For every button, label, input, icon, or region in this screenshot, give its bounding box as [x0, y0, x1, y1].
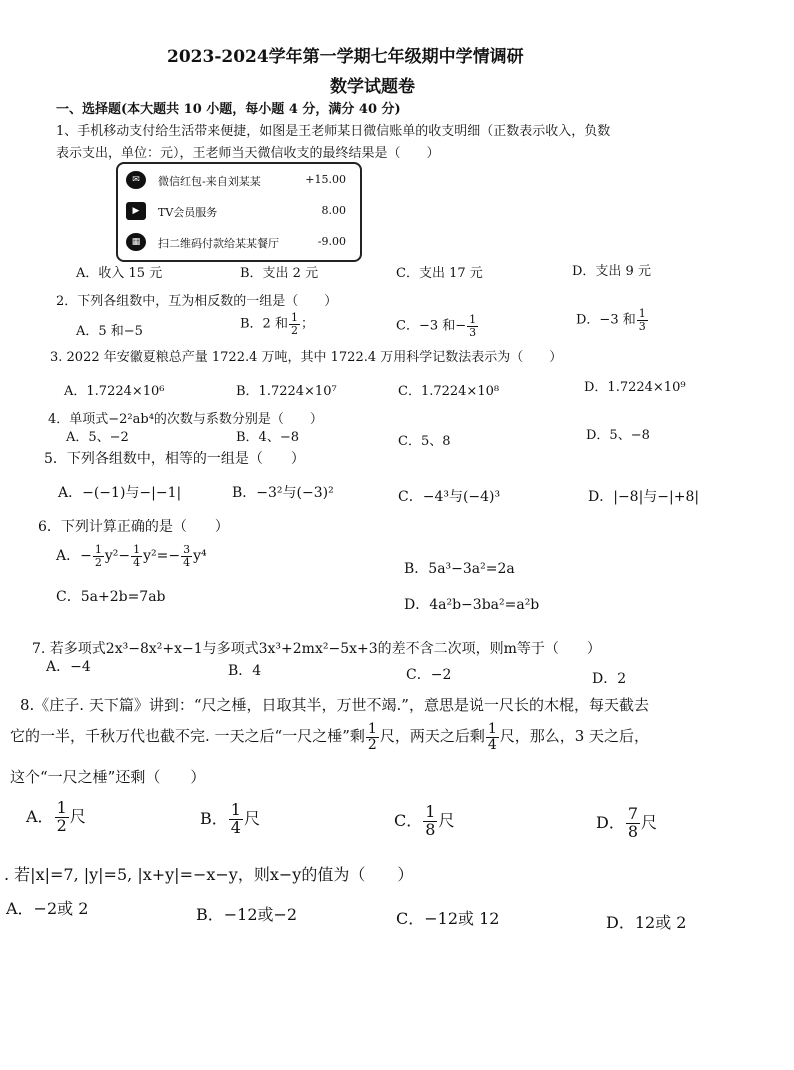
q2-b-suffix: ；	[300, 316, 314, 332]
fraction	[93, 544, 104, 568]
q4-option-c: C．5、8	[398, 434, 451, 449]
denominator: 4	[133, 555, 141, 569]
denominator: 2	[94, 555, 102, 569]
q4-option-d: D．5、−8	[586, 428, 650, 443]
red-packet-icon: ✉	[126, 171, 146, 189]
q8-line2-text: 它的一半，千秋万代也截不完. 一天之后“一尺之棰”剩	[10, 727, 365, 746]
q9-option-a: A．−2或 2	[6, 899, 89, 918]
q4-stem: 4．单项式−2²ab⁴的次数与系数分别是（ ）	[48, 412, 323, 427]
fraction	[366, 722, 379, 752]
numerator: 1	[469, 313, 477, 326]
bill-row-amount: -9.00	[317, 235, 346, 248]
q4-option-b: B．4、−8	[236, 430, 299, 445]
q2-c-prefix: C．−3 和−	[396, 318, 467, 334]
q7-stem: 7. 若多项式2x³−8x²+x−1与多项式3x³+2mx²−5x+3的差不含二次项，则m等于（ ）	[32, 641, 601, 657]
q5-option-a: A．−(−1)与−|−1|	[58, 485, 182, 501]
q2-d-prefix: D．−3 和	[576, 312, 636, 328]
q6-option-c: C．5a+2b=7ab	[56, 589, 166, 605]
exam-title: 2023-2024学年第一学期七年级期中学情调研	[167, 47, 524, 67]
q2-option-d	[576, 308, 649, 332]
denominator: 2	[290, 323, 298, 337]
fraction	[467, 314, 478, 338]
q3-option-b: B．1.7224×10⁷	[236, 384, 337, 399]
q9-stem: . 若|x|=7, |y|=5, |x+y|=−x−y，则x−y的值为（ ）	[4, 865, 414, 884]
q1-option-b: B．支出 2 元	[240, 266, 319, 281]
tv-icon: ▶	[126, 202, 146, 220]
denominator: 4	[487, 736, 497, 753]
numerator: 1	[425, 802, 436, 821]
fraction	[181, 544, 192, 568]
q6-option-a	[56, 544, 207, 568]
bill-row	[118, 201, 360, 225]
bill-row-amount: +15.00	[305, 173, 346, 186]
q9-option-b: B．−12或−2	[196, 905, 298, 924]
denominator: 2	[367, 736, 377, 753]
q5-option-d: D．|−8|与−|+8|	[588, 489, 700, 505]
numerator: 7	[627, 804, 639, 823]
fraction	[486, 722, 499, 752]
q6-option-b: B．5a³−3a²=2a	[404, 561, 515, 577]
q6-option-d: D．4a²b−3ba²=a²b	[404, 597, 540, 613]
q1-option-d: D．支出 9 元	[572, 264, 651, 279]
fraction	[637, 308, 648, 332]
q8-stem-line3: 这个“一尺之棰”还剩（ ）	[10, 768, 206, 786]
q3-option-c: C．1.7224×10⁸	[398, 384, 500, 399]
q3-option-a: A．1.7224×10⁶	[64, 384, 165, 399]
q7-option-d: D．2	[592, 671, 627, 687]
exam-subtitle: 数学试题卷	[330, 77, 415, 97]
q7-option-a: A．−4	[46, 659, 91, 675]
q8-stem-line2	[10, 722, 649, 752]
q3-stem: 3. 2022 年安徽夏粮总产量 1722.4 万吨，其中 1722.4 万用科学记数法表示为（ ）	[50, 350, 563, 365]
q5-stem: 5．下列各组数中，相等的一组是（ ）	[44, 451, 305, 467]
denominator: 4	[183, 555, 191, 569]
q4-option-a: A．5、−2	[66, 430, 129, 445]
q6-a-prefix: A．−	[56, 548, 92, 565]
q8-option-d	[596, 806, 657, 841]
q7-option-b: B．4	[228, 663, 262, 679]
numerator: 1	[367, 721, 377, 737]
wechat-bill-figure	[116, 162, 362, 262]
q8-option-c	[394, 804, 454, 839]
q1-stem-line2: 表示支出，单位：元），王老师当天微信收支的最终结果是（ ）	[56, 146, 440, 161]
q1-option-a: A．收入 15 元	[76, 266, 163, 281]
q1-stem-line1: 1、手机移动支付给生活带来便捷，如图是王老师某日微信账单的收支明细（正数表示收入，负数	[56, 124, 611, 139]
q8-option-b	[200, 802, 260, 837]
q2-option-b	[240, 312, 314, 336]
bill-row-label: 扫二维码付款给某某餐厅	[158, 237, 279, 250]
numerator: 1	[638, 307, 646, 320]
option-letter: D．	[596, 812, 625, 832]
unit-label: 尺	[438, 810, 455, 830]
bill-row-amount: 8.00	[321, 204, 346, 217]
q9-option-c: C．−12或 12	[396, 909, 500, 928]
fraction	[423, 804, 437, 839]
numerator: 1	[290, 311, 298, 324]
numerator: 1	[56, 798, 67, 817]
numerator: 3	[183, 543, 191, 556]
numerator: 1	[94, 543, 102, 556]
bill-row	[118, 170, 360, 194]
bill-row-label: 微信红包-来自刘某某	[158, 175, 261, 188]
q2-b-prefix: B．2 和	[240, 316, 288, 332]
qr-code-icon: ▦	[126, 233, 146, 251]
fraction	[289, 312, 300, 336]
denominator: 3	[638, 319, 646, 333]
q3-option-d: D．1.7224×10⁹	[584, 380, 686, 395]
q6-stem: 6．下列计算正确的是（ ）	[38, 519, 229, 535]
bill-row	[118, 232, 360, 256]
denominator: 3	[469, 325, 477, 339]
q6-a-term: y²=−	[143, 548, 181, 565]
q6-a-term: y²−	[104, 548, 131, 565]
fraction	[55, 800, 69, 835]
q5-option-b: B．−3²与(−3)²	[232, 485, 334, 501]
fraction	[229, 802, 243, 837]
q8-line2-text: 尺，那么，3 天之后，	[499, 727, 650, 746]
denominator: 2	[56, 815, 67, 835]
q9-option-d: D．12或 2	[606, 913, 687, 932]
option-letter: B．	[200, 808, 228, 828]
numerator: 1	[133, 543, 141, 556]
denominator: 4	[230, 817, 241, 837]
unit-label: 尺	[641, 812, 658, 832]
q5-option-c: C．−4³与(−4)³	[398, 489, 501, 505]
fraction	[626, 806, 640, 841]
denominator: 8	[627, 821, 639, 841]
option-letter: A．	[26, 806, 54, 826]
option-letter: C．	[394, 810, 423, 830]
denominator: 8	[425, 819, 436, 839]
q7-option-c: C．−2	[406, 667, 452, 683]
q8-stem-line1: 8.《庄子. 天下篇》讲到：“尺之棰，日取其半，万世不竭.”，意思是说一尺长的木棍，每天截去	[20, 696, 649, 714]
numerator: 1	[230, 800, 241, 819]
unit-label: 尺	[243, 808, 260, 828]
q2-option-c	[396, 314, 479, 338]
bill-row-label: TV会员服务	[158, 206, 218, 219]
q1-option-c: C．支出 17 元	[396, 266, 483, 281]
q8-option-a	[26, 800, 86, 835]
fraction	[131, 544, 142, 568]
q8-line2-text: 尺，两天之后剩	[379, 727, 485, 746]
numerator: 1	[487, 721, 497, 737]
section-heading: 一、选择题(本大题共 10 小题，每小题 4 分，满分 40 分)	[56, 102, 401, 117]
unit-label: 尺	[69, 806, 86, 826]
q6-a-suffix: y⁴	[193, 548, 207, 565]
q2-option-a: A．5 和−5	[76, 324, 143, 339]
q2-stem: 2．下列各组数中，互为相反数的一组是（ ）	[56, 294, 338, 309]
